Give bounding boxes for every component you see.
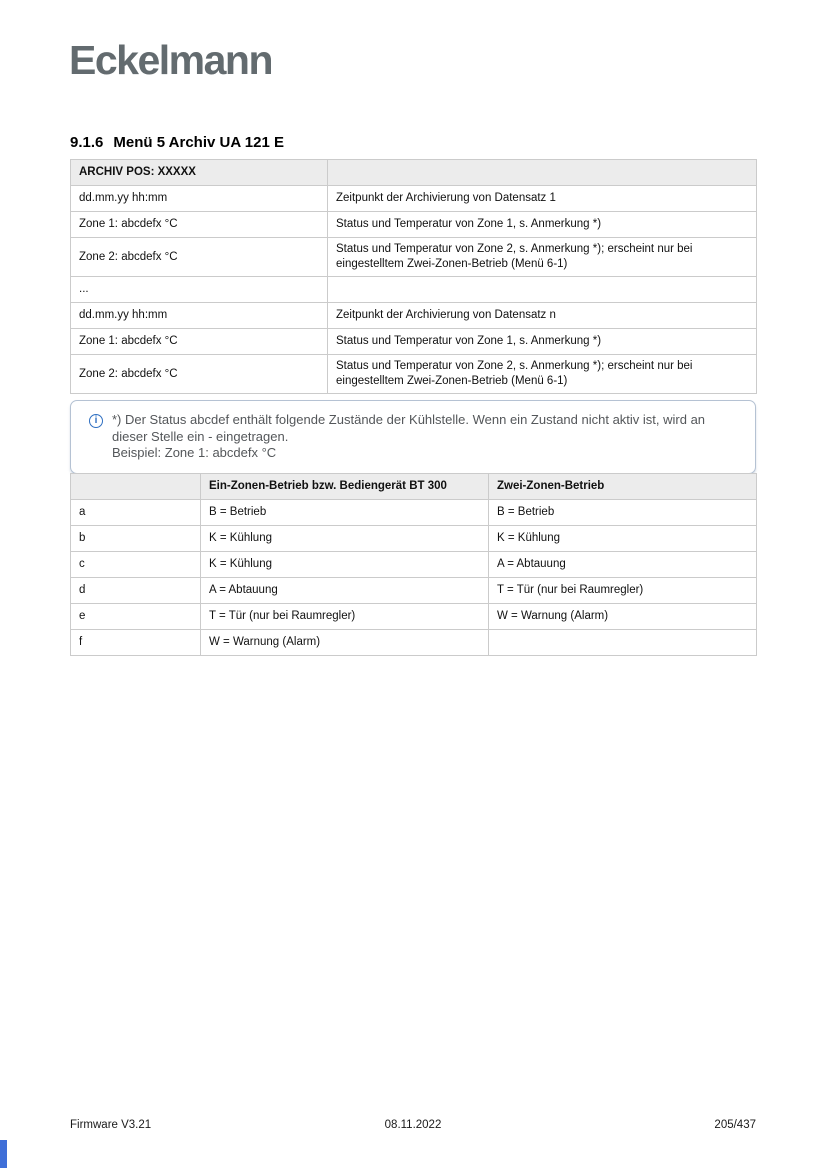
two-zone-cell [489, 630, 757, 656]
description-cell: Status und Temperatur von Zone 2, s. Anmerkung *); erscheint nur bei eingestelltem Zwei-Zonen-Betrieb (Menü 6-1) [328, 238, 757, 277]
status-col-header-one-zone: Ein-Zonen-Betrieb bzw. Bediengerät BT 300 [201, 474, 489, 500]
one-zone-cell: W = Warnung (Alarm) [201, 630, 489, 656]
two-zone-cell: B = Betrieb [489, 500, 757, 526]
one-zone-cell: K = Kühlung [201, 552, 489, 578]
two-zone-cell: A = Abtauung [489, 552, 757, 578]
two-zone-cell: K = Kühlung [489, 526, 757, 552]
status-col-header-empty [71, 474, 201, 500]
section-heading [70, 134, 284, 151]
key-cell: e [71, 604, 201, 630]
table-header-row [71, 474, 757, 500]
table-row [71, 630, 757, 656]
status-col-header-two-zone: Zwei-Zonen-Betrieb [489, 474, 757, 500]
key-cell: f [71, 630, 201, 656]
eckelmann-logo: Eckelmann [69, 37, 272, 83]
field-cell: Zone 2: abcdefx °C [71, 355, 328, 394]
table-row [71, 355, 757, 394]
cursor-artifact [0, 1140, 7, 1168]
table-row [71, 186, 757, 212]
description-cell: Zeitpunkt der Archivierung von Datensatz 1 [328, 186, 757, 212]
section-number: 9.1.6 [70, 134, 104, 151]
key-cell: c [71, 552, 201, 578]
archive-table-header-cell-empty [328, 160, 757, 186]
archive-table [70, 159, 757, 394]
field-cell: ... [71, 277, 328, 303]
info-icon: i [89, 414, 103, 428]
field-cell: dd.mm.yy hh:mm [71, 186, 328, 212]
table-row [71, 238, 757, 277]
field-cell: Zone 1: abcdefx °C [71, 329, 328, 355]
table-row [71, 277, 757, 303]
field-cell: Zone 1: abcdefx °C [71, 212, 328, 238]
field-cell: dd.mm.yy hh:mm [71, 303, 328, 329]
key-cell: a [71, 500, 201, 526]
note-text [112, 412, 739, 462]
section-title: Menü 5 Archiv UA 121 E [113, 134, 284, 151]
footer-page-number: 205/437 [714, 1119, 756, 1131]
field-cell: Zone 2: abcdefx °C [71, 238, 328, 277]
table-row [71, 329, 757, 355]
two-zone-cell: T = Tür (nur bei Raumregler) [489, 578, 757, 604]
two-zone-cell: W = Warnung (Alarm) [489, 604, 757, 630]
table-row [71, 526, 757, 552]
one-zone-cell: K = Kühlung [201, 526, 489, 552]
table-row [71, 500, 757, 526]
note-line: *) Der Status abcdef enthält folgende Zustände der Kühlstelle. Wenn ein Zustand nicht aktiv ist, wird an dieser Stelle ein - eingetragen. [112, 412, 706, 444]
table-header-row [71, 160, 757, 186]
description-cell: Status und Temperatur von Zone 1, s. Anmerkung *) [328, 329, 757, 355]
table-row [71, 578, 757, 604]
description-cell [328, 277, 757, 303]
archive-table-header-cell: ARCHIV POS: XXXXX [71, 160, 328, 186]
key-cell: d [71, 578, 201, 604]
key-cell: b [71, 526, 201, 552]
table-row [71, 552, 757, 578]
description-cell: Zeitpunkt der Archivierung von Datensatz n [328, 303, 757, 329]
description-cell: Status und Temperatur von Zone 2, s. Anmerkung *); erscheint nur bei eingestelltem Zwei-Zonen-Betrieb (Menü 6-1) [328, 355, 757, 394]
note-line: Beispiel: Zone 1: abcdefx °C [112, 445, 277, 460]
table-row [71, 604, 757, 630]
footer-date: 08.11.2022 [384, 1119, 442, 1131]
table-row [71, 212, 757, 238]
one-zone-cell: T = Tür (nur bei Raumregler) [201, 604, 489, 630]
page-footer [70, 1119, 756, 1135]
description-cell: Status und Temperatur von Zone 1, s. Anmerkung *) [328, 212, 757, 238]
footer-firmware-version: Firmware V3.21 [70, 1119, 152, 1131]
one-zone-cell: B = Betrieb [201, 500, 489, 526]
status-legend-table [70, 473, 757, 656]
table-row [71, 303, 757, 329]
info-note-box [70, 400, 756, 474]
one-zone-cell: A = Abtauung [201, 578, 489, 604]
